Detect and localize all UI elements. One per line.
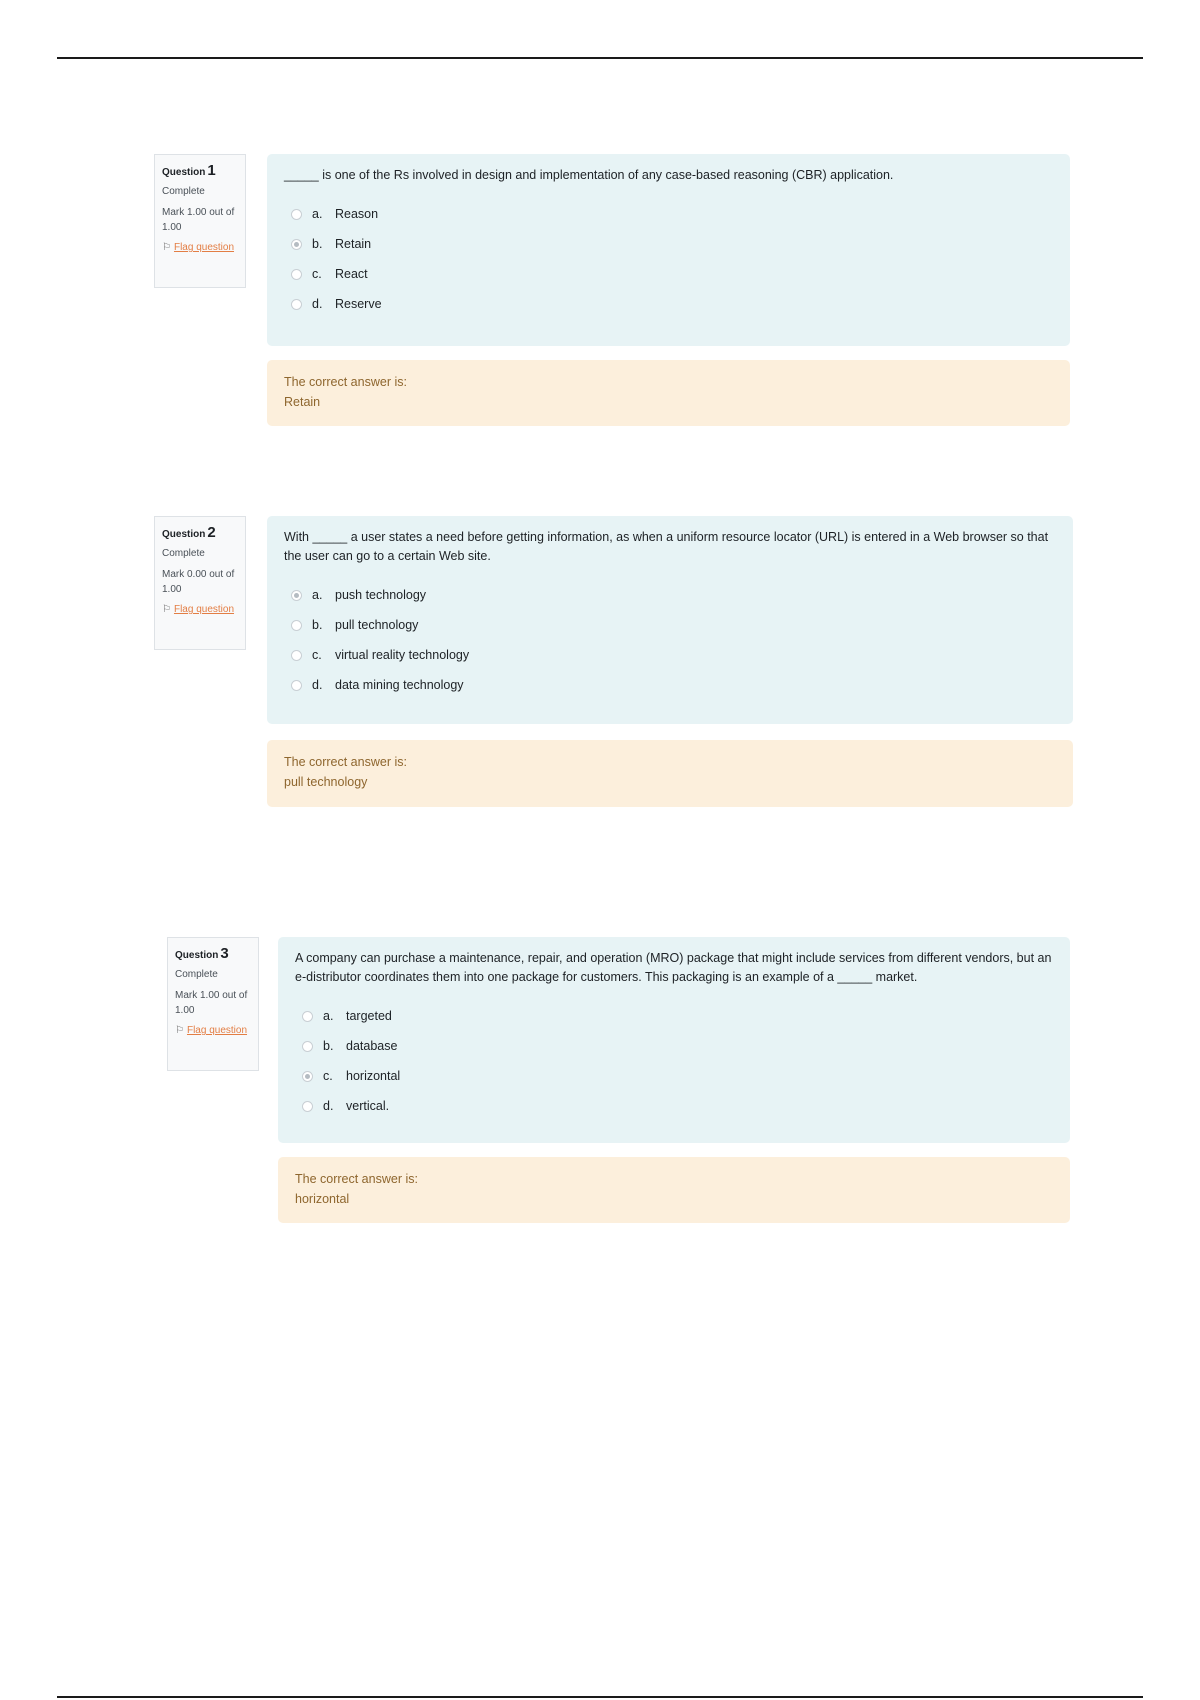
- question-grade: Mark 0.00 out of 1.00: [162, 569, 235, 595]
- question-number: 1: [207, 162, 216, 179]
- answer-option[interactable]: [284, 259, 1053, 289]
- question-state: Complete: [162, 186, 205, 197]
- feedback-box: [267, 360, 1070, 426]
- option-text: push technology: [335, 588, 427, 602]
- flag-icon: ⚐: [162, 242, 171, 253]
- option-text: data mining technology: [335, 678, 464, 692]
- option-letter: d.: [323, 1099, 334, 1113]
- question-info: [167, 937, 259, 1071]
- radio-button[interactable]: [291, 299, 302, 310]
- radio-button[interactable]: [291, 680, 302, 691]
- question-formulation: [267, 154, 1070, 346]
- flag-question-label[interactable]: Flag question: [173, 242, 235, 253]
- option-letter: b.: [323, 1039, 334, 1053]
- flag-question-link[interactable]: [175, 1023, 252, 1038]
- option-text: virtual reality technology: [335, 648, 470, 662]
- option-text: vertical.: [346, 1099, 390, 1113]
- feedback-label: The correct answer is:: [284, 755, 407, 769]
- answer-options: [284, 199, 1053, 319]
- option-text: Reason: [335, 207, 379, 221]
- top-rule: [57, 57, 1143, 59]
- radio-button[interactable]: [302, 1041, 313, 1052]
- question-info: [154, 154, 246, 288]
- option-letter: a.: [312, 207, 323, 221]
- answer-option[interactable]: [295, 1001, 1053, 1031]
- option-letter: c.: [312, 648, 322, 662]
- question-state: Complete: [175, 969, 218, 980]
- option-letter: d.: [312, 297, 323, 311]
- flag-icon: ⚐: [175, 1025, 184, 1036]
- option-letter: a.: [323, 1009, 334, 1023]
- correct-answer: horizontal: [295, 1192, 350, 1206]
- option-text: Retain: [335, 237, 372, 251]
- flag-icon: ⚐: [162, 604, 171, 615]
- question-title: Question 2: [162, 524, 216, 541]
- option-letter: b.: [312, 618, 323, 632]
- question-info: [154, 516, 246, 650]
- option-text: pull technology: [335, 618, 419, 632]
- radio-button[interactable]: [291, 620, 302, 631]
- question-number: 2: [207, 524, 216, 541]
- flag-question-link[interactable]: [162, 240, 239, 255]
- option-letter: c.: [312, 267, 322, 281]
- correct-answer: pull technology: [284, 775, 368, 789]
- answer-option[interactable]: [284, 289, 1053, 319]
- radio-button[interactable]: [291, 269, 302, 280]
- option-text: database: [346, 1039, 398, 1053]
- feedback-label: The correct answer is:: [295, 1172, 418, 1186]
- question-title: Question 1: [162, 162, 216, 179]
- feedback-box: [267, 740, 1073, 807]
- radio-button-selected[interactable]: [291, 590, 302, 601]
- correct-answer: Retain: [284, 395, 321, 409]
- feedback-label: The correct answer is:: [284, 375, 407, 389]
- answer-option[interactable]: [284, 640, 1056, 670]
- radio-button-selected[interactable]: [291, 239, 302, 250]
- flag-question-label[interactable]: Flag question: [173, 604, 235, 615]
- radio-button[interactable]: [302, 1101, 313, 1112]
- option-text: horizontal: [346, 1069, 401, 1083]
- answer-options: [295, 1001, 1053, 1121]
- answer-option[interactable]: [295, 1091, 1053, 1121]
- answer-option[interactable]: [284, 199, 1053, 229]
- flag-question-link[interactable]: [162, 602, 239, 617]
- option-letter: d.: [312, 678, 323, 692]
- radio-button[interactable]: [302, 1011, 313, 1022]
- question-title: Question 3: [175, 945, 229, 962]
- radio-button[interactable]: [291, 650, 302, 661]
- question-grade: Mark 1.00 out of 1.00: [175, 990, 248, 1016]
- question-state: Complete: [162, 548, 205, 559]
- answer-option[interactable]: [295, 1061, 1053, 1091]
- option-letter: a.: [312, 588, 323, 602]
- option-text: Reserve: [335, 297, 382, 311]
- answer-option[interactable]: [295, 1031, 1053, 1061]
- answer-option[interactable]: [284, 610, 1056, 640]
- question-text: With _____ a user states a need before getting information, as when a uniform resource locator (URL) is entered in a Web browser so that the user can go to a certain Web site.: [284, 530, 1049, 563]
- radio-button[interactable]: [291, 209, 302, 220]
- radio-button-selected[interactable]: [302, 1071, 313, 1082]
- question-text: A company can purchase a maintenance, repair, and operation (MRO) package that might include services from different vendors, but an e-distributor coordinates them into one package for customers. This packaging is an example of a _____ market.: [295, 951, 1052, 984]
- question-grade: Mark 1.00 out of 1.00: [162, 207, 235, 233]
- question-formulation: [278, 937, 1070, 1143]
- option-letter: b.: [312, 237, 323, 251]
- question-number: 3: [220, 945, 229, 962]
- answer-options: [284, 580, 1056, 700]
- question-text: _____ is one of the Rs involved in design and implementation of any case-based reasoning (CBR) application.: [284, 168, 894, 182]
- answer-option[interactable]: [284, 229, 1053, 259]
- answer-option[interactable]: [284, 580, 1056, 610]
- answer-option[interactable]: [284, 670, 1056, 700]
- option-letter: c.: [323, 1069, 333, 1083]
- option-text: targeted: [346, 1009, 392, 1023]
- question-formulation: [267, 516, 1073, 724]
- bottom-rule: [57, 1696, 1143, 1698]
- feedback-box: [278, 1157, 1070, 1223]
- flag-question-label[interactable]: Flag question: [186, 1025, 248, 1036]
- option-text: React: [335, 267, 368, 281]
